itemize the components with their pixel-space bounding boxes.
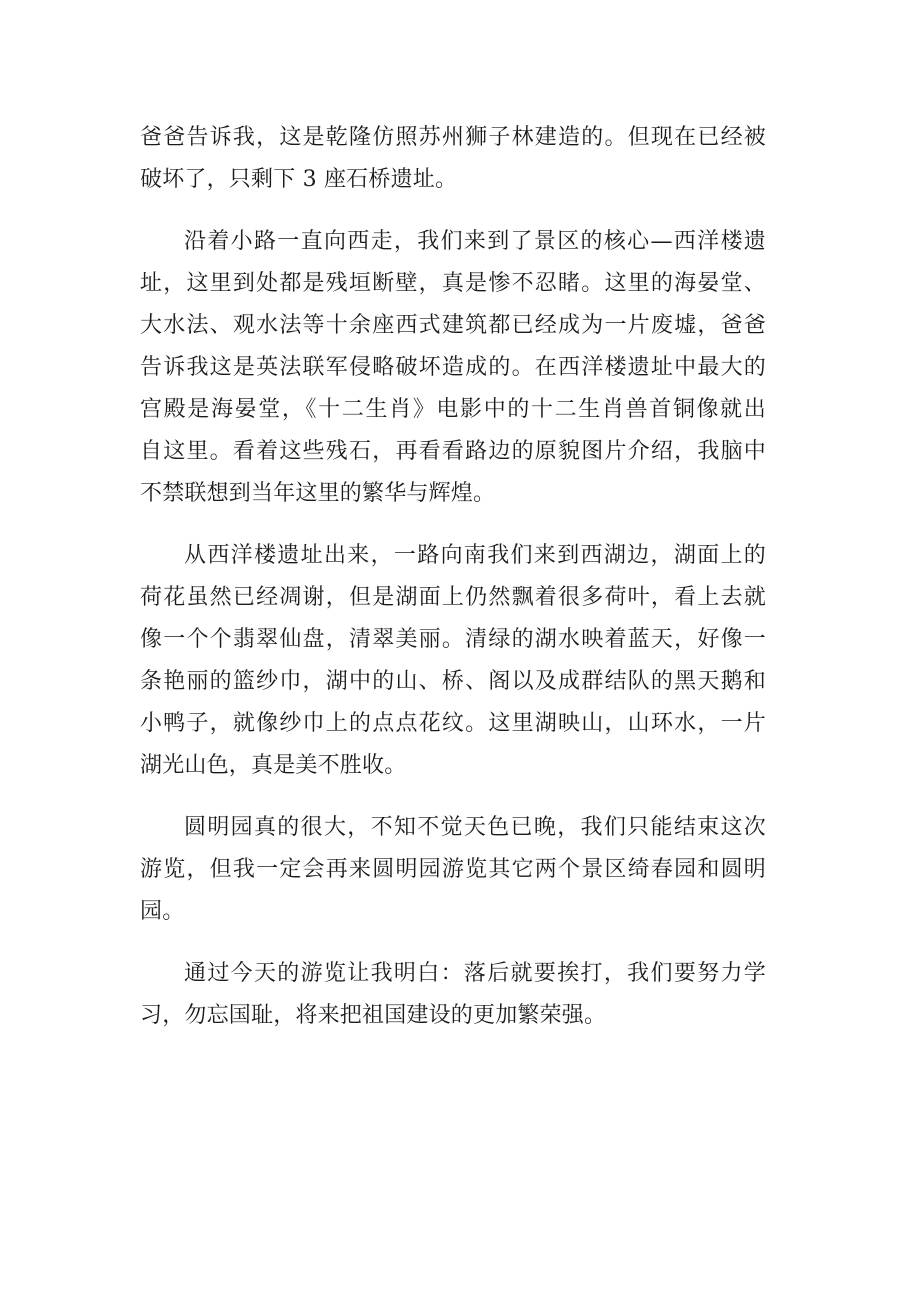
text-line: 通过今天的游览让我明白：落后就要挨打，我们要努力学 bbox=[184, 961, 766, 986]
text-line: 宫殿是海晏堂，《十二生肖》电影中的十二生肖兽首铜像就出 bbox=[140, 397, 766, 422]
text-line: 从西洋楼遗址出来，一路向南我们来到西湖边，湖面上的 bbox=[184, 543, 766, 568]
paragraph-3 bbox=[140, 535, 766, 787]
document-page bbox=[140, 117, 766, 1057]
text-line: 自这里。看着这些残石，再看看路边的原貌图片介绍，我脑中 bbox=[140, 439, 766, 464]
paragraph-1 bbox=[140, 117, 766, 201]
text-line: 爸爸告诉我，这是乾隆仿照苏州狮子林建造的。但现在已经被 bbox=[140, 125, 766, 150]
text-line: 沿着小路一直向西走，我们来到了景区的核心—西洋楼遗 bbox=[184, 229, 766, 254]
text-line: 荷花虽然已经凋谢，但是湖面上仍然飘着很多荷叶，看上去就 bbox=[140, 585, 766, 610]
text-line: 习，勿忘国耻，将来把祖国建设的更加繁荣强。 bbox=[140, 1003, 607, 1028]
text-line: 湖光山色，真是美不胜收。 bbox=[140, 753, 407, 778]
text-line: 不禁联想到当年这里的繁华与辉煌。 bbox=[140, 481, 496, 506]
paragraph-4 bbox=[140, 807, 766, 933]
text-line: 告诉我这是英法联军侵略破坏造成的。在西洋楼遗址中最大的 bbox=[140, 355, 766, 380]
text-line: 园。 bbox=[140, 899, 185, 924]
paragraph-2 bbox=[140, 221, 766, 515]
text-line: 址，这里到处都是残垣断壁，真是惨不忍睹。这里的海晏堂、 bbox=[140, 271, 766, 296]
text-line: 游览，但我一定会再来圆明园游览其它两个景区绮春园和圆明 bbox=[140, 857, 766, 882]
text-line: 条艳丽的篮纱巾，湖中的山、桥、阁以及成群结队的黑天鹅和 bbox=[140, 669, 766, 694]
text-line: 大水法、观水法等十余座西式建筑都已经成为一片废墟，爸爸 bbox=[140, 313, 766, 338]
text-line: 圆明园真的很大，不知不觉天色已晚，我们只能结束这次 bbox=[184, 815, 766, 840]
text-line: 破坏了，只剩下 3 座石桥遗址。 bbox=[140, 167, 458, 192]
text-line: 小鸭子，就像纱巾上的点点花纹。这里湖映山，山环水，一片 bbox=[140, 711, 766, 736]
text-line: 像一个个翡翠仙盘，清翠美丽。清绿的湖水映着蓝天，好像一 bbox=[140, 627, 766, 652]
paragraph-5 bbox=[140, 953, 766, 1037]
